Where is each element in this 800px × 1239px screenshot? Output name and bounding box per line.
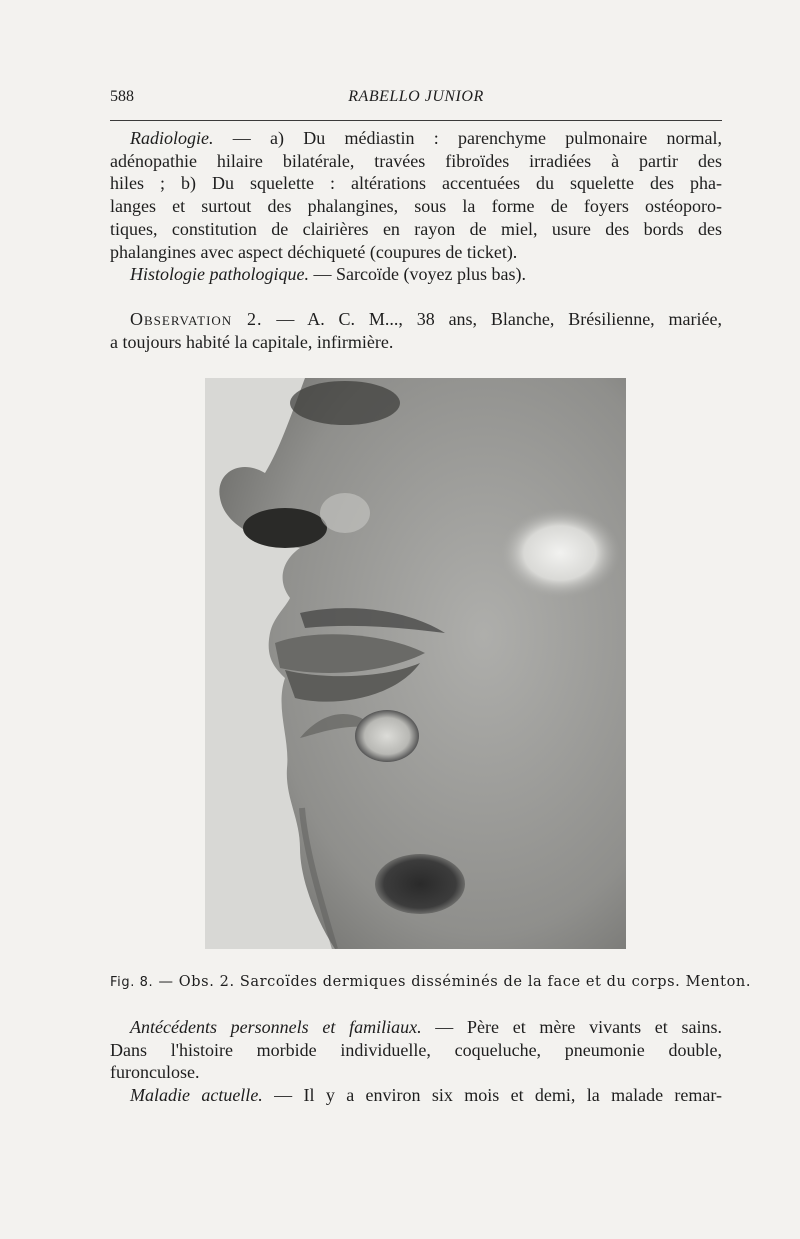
antecedents-heading: Antécédents personnels et familiaux.: [130, 1017, 422, 1037]
radiologie-paragraph: [110, 127, 722, 286]
text-line: Observation 2. — A. C. M..., 38 ans, Blanche, Brésilienne, mariée,: [130, 309, 722, 329]
header-rule: [110, 120, 722, 121]
text-line: adénopathie hilaire bilatérale, travées fibroïdes irradiées à partir des: [110, 150, 722, 171]
text-line: a toujours habité la capitale, infirmière.: [110, 331, 394, 352]
running-title: RABELLO JUNIOR: [348, 88, 484, 105]
text-line: furonculose.: [110, 1062, 200, 1083]
maladie-line: Maladie actuelle. — Il y a environ six mois et demi, la malade remar-: [130, 1085, 723, 1106]
figure-caption-text: — Obs. 2. Sarcoïdes dermiques disséminés de la face et du corps. Menton.: [158, 974, 752, 990]
text-line: Dans l'histoire morbide individuelle, coqueluche, pneumonie double,: [110, 1039, 722, 1060]
text-line: langes et surtout des phalangines, sous la forme de foyers ostéoporo-: [110, 196, 722, 217]
text-line: Radiologie. — a) Du médiastin : parenchyme pulmonaire normal,: [130, 128, 722, 148]
clinical-photograph: [205, 378, 626, 949]
text-line: phalangines avec aspect déchiqueté (coupures de ticket).: [110, 241, 518, 262]
figure-label: Fig. 8.: [110, 975, 154, 990]
text-line: tiques, constitution de clairières en rayon de miel, usure des bords des: [110, 218, 722, 239]
maladie-heading: Maladie actuelle.: [130, 1085, 263, 1106]
figure-caption: [110, 974, 752, 990]
histologie-line: Histologie pathologique. — Sarcoïde (voyez plus bas).: [130, 264, 526, 285]
observation-label: Observation 2.: [130, 309, 263, 329]
page-number: 588: [110, 88, 134, 105]
histologie-heading: Histologie pathologique.: [130, 264, 309, 285]
radiologie-heading: Radiologie.: [130, 128, 214, 148]
page-header: [110, 88, 722, 110]
face-profile-image: [205, 378, 626, 949]
observation-paragraph: [110, 308, 722, 353]
antecedents-paragraph: [110, 1016, 722, 1107]
text-line: hiles ; b) Du squelette : altérations accentuées du squelette des pha-: [110, 173, 722, 194]
text-line: Antécédents personnels et familiaux. — Père et mère vivants et sains.: [130, 1017, 723, 1037]
